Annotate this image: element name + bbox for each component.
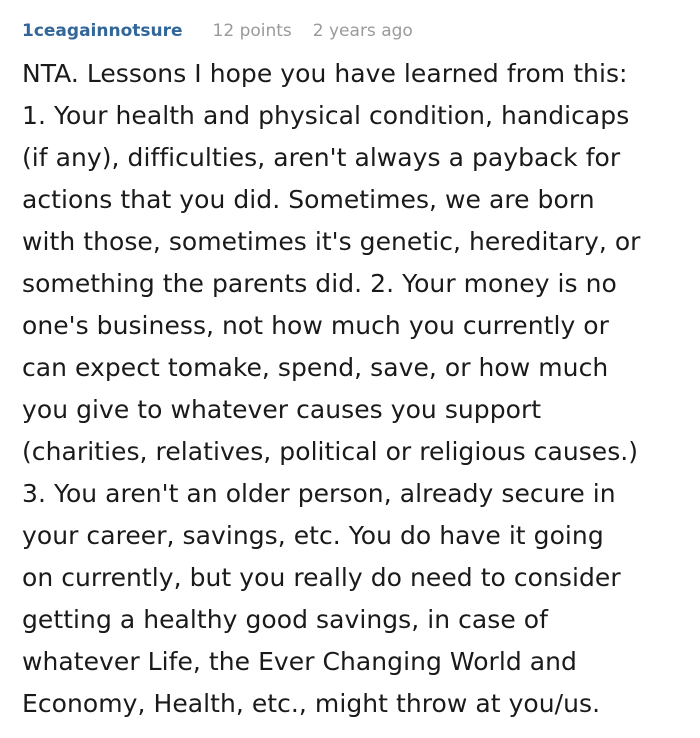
comment-line: you give to whatever causes you support xyxy=(22,395,542,424)
comment-line: 1. Your health and physical condition, handicaps xyxy=(22,101,630,130)
comment-line: whatever Life, the Ever Changing World and xyxy=(22,647,577,676)
comment-line: something the parents did. 2. Your money is no xyxy=(22,269,617,298)
comment-meta xyxy=(22,18,682,44)
comment-line: (charities, relatives, political or religious causes.) xyxy=(22,437,639,466)
comment xyxy=(22,18,682,725)
comment-line: on currently, but you really do need to consider xyxy=(22,563,621,592)
comment-line: one's business, not how much you currently or xyxy=(22,311,609,340)
comment-line: your career, savings, etc. You do have it going xyxy=(22,521,604,550)
comment-line: can expect tomake, spend, save, or how much xyxy=(22,353,609,382)
comment-line: Economy, Health, etc., might throw at you/us. xyxy=(22,689,601,718)
comment-timestamp: 2 years ago xyxy=(312,21,413,41)
comment-line: 3. You aren't an older person, already secure in xyxy=(22,479,616,508)
comment-line: (if any), difficulties, aren't always a payback for xyxy=(22,143,621,172)
comment-line: getting a healthy good savings, in case of xyxy=(22,605,548,634)
comment-line: NTA. Lessons I hope you have learned from this: xyxy=(22,59,628,88)
comment-body xyxy=(22,53,682,725)
comment-line: actions that you did. Sometimes, we are born xyxy=(22,185,595,214)
comment-points: 12 points xyxy=(212,21,292,41)
comment-line: with those, sometimes it's genetic, hereditary, or xyxy=(22,227,641,256)
comment-author-link[interactable]: 1ceagainnotsure xyxy=(22,21,183,41)
